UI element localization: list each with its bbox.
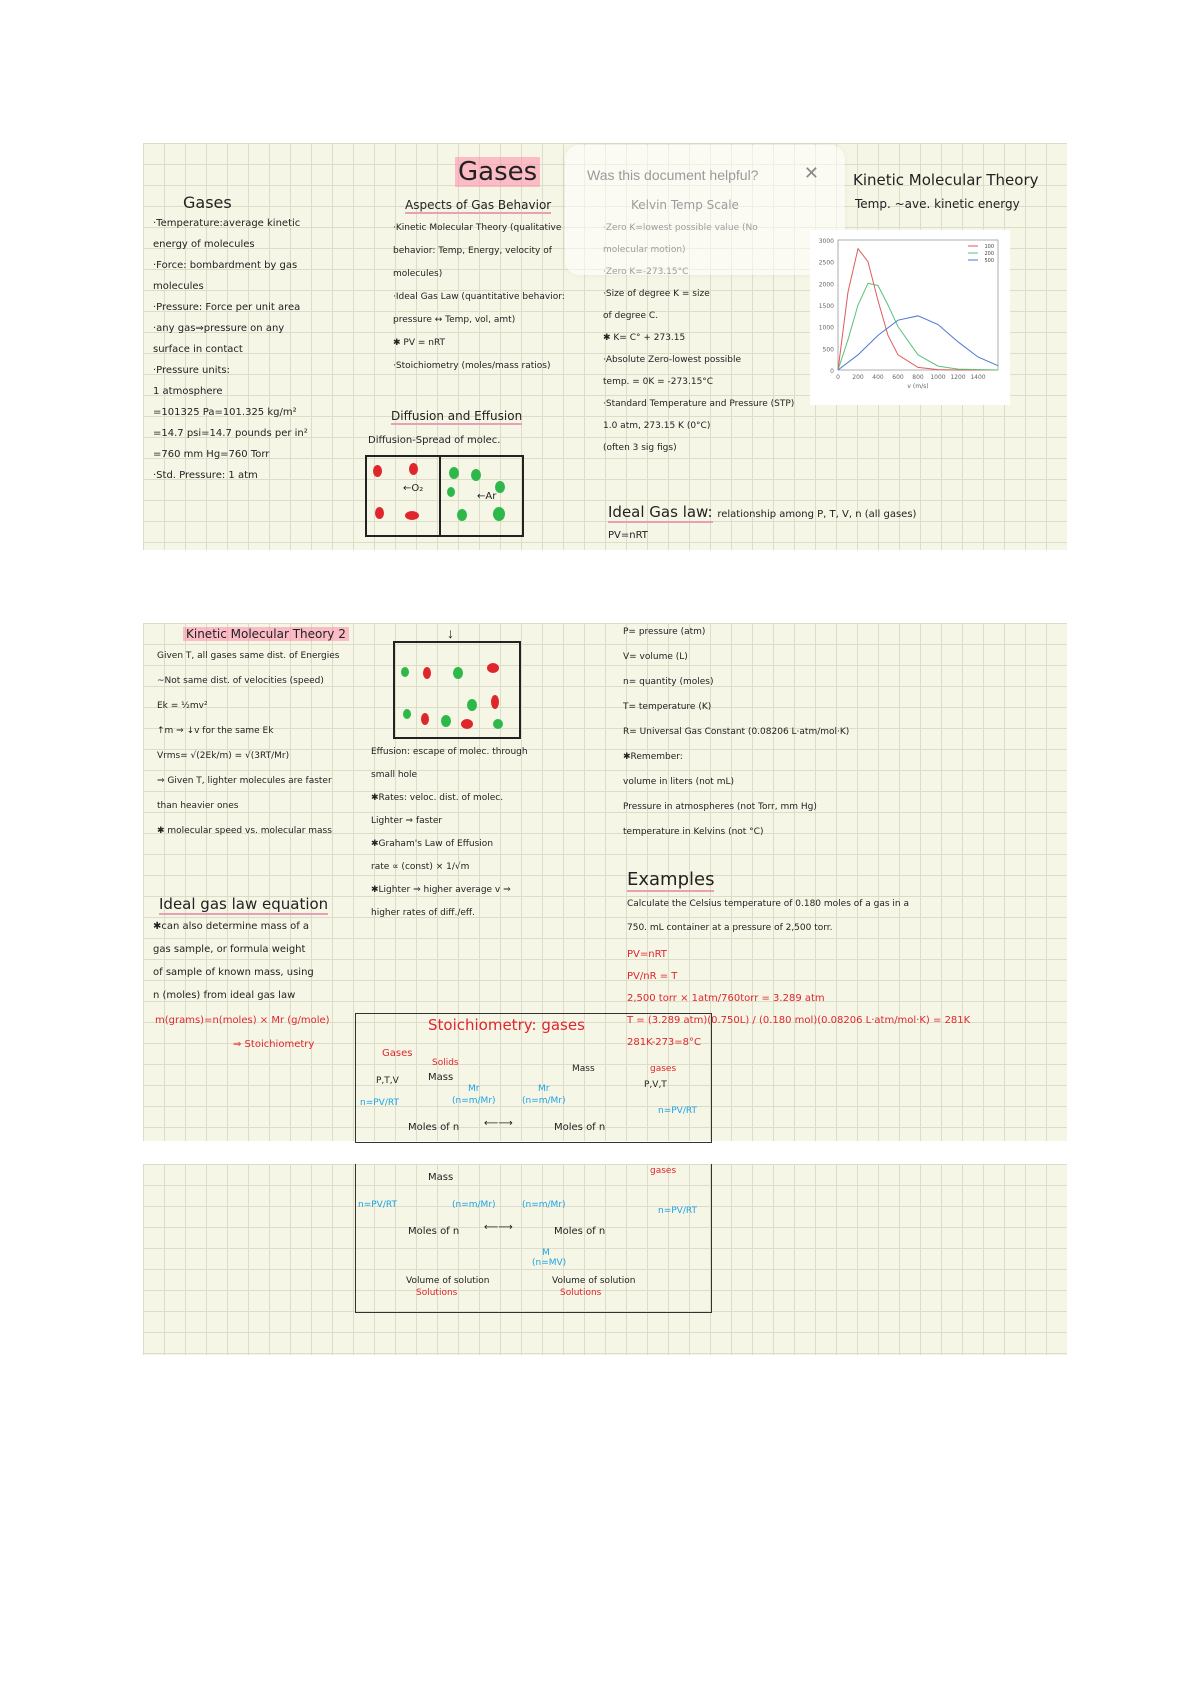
- stoich-gases-2: gases: [650, 1064, 677, 1074]
- o2-molecule: [375, 507, 384, 519]
- stoich-n-pvrt-2: n=PV/RT: [658, 1106, 697, 1116]
- note-line: ·Standard Temperature and Pressure (STP): [603, 399, 795, 409]
- note-line: n (moles) from ideal gas law: [153, 990, 296, 1001]
- note-line: ·any gas⇒pressure on any: [153, 323, 285, 334]
- note-line: PV/nR = T: [627, 971, 678, 982]
- note-line: n= quantity (moles): [623, 677, 714, 687]
- p3-gases: gases: [650, 1166, 677, 1176]
- y-tick-label: 1500: [818, 303, 834, 310]
- x-tick-label: 1200: [950, 374, 966, 381]
- aspects-heading: Aspects of Gas Behavior: [405, 198, 552, 212]
- note-line: Lighter ⇒ faster: [371, 816, 443, 826]
- stoich-mr: Mr: [468, 1084, 480, 1094]
- note-line: molecules: [153, 281, 204, 292]
- note-line: R= Universal Gas Constant (0.08206 L·atm/mol·K): [623, 727, 850, 737]
- note-line: V= volume (L): [623, 652, 688, 662]
- note-line: ·Pressure: Force per unit area: [153, 302, 301, 313]
- ar-atom: [447, 487, 455, 497]
- note-line: =14.7 psi=14.7 pounds per in²: [153, 428, 308, 439]
- note-line: 2,500 torr × 1atm/760torr = 3.289 atm: [627, 993, 825, 1004]
- p3-moles: Moles of n: [408, 1226, 460, 1237]
- p3-n-pvrt-2: n=PV/RT: [658, 1206, 697, 1216]
- mass-equation: m(grams)=n(moles) × Mr (g/mole): [155, 1015, 330, 1026]
- stoichiometry-diagram-continued: [355, 1164, 712, 1313]
- kmt-heading: Kinetic Molecular Theory: [853, 171, 1039, 189]
- legend-label: 500: [984, 258, 994, 264]
- note-line: of sample of known mass, using: [153, 967, 314, 978]
- x-axis-label: v (m/s): [907, 383, 929, 390]
- note-line: small hole: [371, 770, 418, 780]
- note-line: temp. = 0K = -273.15°C: [603, 377, 714, 387]
- speed-distribution-chart: [810, 230, 1010, 405]
- stoich-moles-2: Moles of n: [554, 1122, 606, 1133]
- note-line: ~Not same dist. of velocities (speed): [157, 676, 324, 686]
- diffusion-heading: Diffusion and Effusion: [391, 409, 523, 423]
- ideal-eq-heading: Ideal gas law equation: [159, 895, 329, 913]
- o2-molecule: [405, 511, 419, 520]
- stoichiometry-link: ⇒ Stoichiometry: [233, 1039, 315, 1050]
- series-line-100: [838, 249, 998, 370]
- o2-molecule: [421, 713, 429, 725]
- stoich-n-eq-2: (n=m/Mr): [522, 1096, 566, 1106]
- note-line: Given T, all gases same dist. of Energies: [157, 651, 340, 661]
- note-line: Effusion: escape of molec. through: [371, 747, 528, 757]
- p3-n-pvrt: n=PV/RT: [358, 1200, 397, 1210]
- series-line-200: [838, 283, 998, 370]
- kmt2-heading: Kinetic Molecular Theory 2: [183, 627, 349, 641]
- stoich-mass-2: Mass: [572, 1064, 595, 1074]
- p3-n-eq-2: (n=m/Mr): [522, 1200, 566, 1210]
- x-tick-label: 1400: [970, 374, 986, 381]
- note-line: higher rates of diff./eff.: [371, 908, 475, 918]
- o2-label: ←O₂: [403, 483, 424, 494]
- ar-atom: [457, 509, 467, 521]
- y-tick-label: 500: [822, 346, 834, 354]
- note-line: =760 mm Hg=760 Torr: [153, 449, 270, 460]
- chart-svg: [810, 230, 1010, 405]
- y-tick-label: 1000: [818, 324, 834, 332]
- stoich-ptv: P,T,V: [376, 1076, 399, 1086]
- examples-heading: Examples: [627, 869, 715, 890]
- p3-solutions-2: Solutions: [560, 1288, 602, 1298]
- ar-atom: [467, 699, 477, 711]
- note-line: ✱Rates: veloc. dist. of molec.: [371, 793, 504, 803]
- note-line: 1.0 atm, 273.15 K (0°C): [603, 421, 711, 431]
- note-line: 1 atmosphere: [153, 386, 223, 397]
- x-tick-label: 200: [852, 374, 864, 381]
- note-line: ✱ K= C° + 273.15: [603, 333, 686, 343]
- arrow: ⟵⟶: [484, 1118, 513, 1129]
- diffusion-box: [365, 455, 524, 537]
- note-line: P= pressure (atm): [623, 627, 706, 637]
- diffusion-line: Diffusion-Spread of molec.: [368, 435, 501, 446]
- kmt-subtitle: Temp. ~ave. kinetic energy: [855, 197, 1020, 211]
- ar-atom: [495, 481, 505, 493]
- ar-atom: [403, 709, 411, 719]
- legend-label: 100: [984, 244, 994, 250]
- ar-atom: [453, 667, 463, 679]
- p3-solutions-1: Solutions: [416, 1288, 458, 1298]
- p3-m-eq: (n=MV): [532, 1258, 567, 1268]
- note-line: ·Pressure units:: [153, 365, 231, 376]
- stoich-gases: Gases: [382, 1048, 413, 1059]
- note-line: 750. mL container at a pressure of 2,500 torr.: [627, 923, 833, 933]
- y-tick-label: 0: [830, 368, 834, 375]
- note-line: ✱Remember:: [623, 752, 683, 762]
- note-line: ·Size of degree K = size: [603, 289, 710, 299]
- o2-molecule: [487, 663, 499, 673]
- y-tick-label: 3000: [818, 238, 834, 245]
- note-line: ·Kinetic Molecular Theory (qualitative: [393, 223, 562, 233]
- note-line: T= temperature (K): [623, 702, 712, 712]
- ideal-gas-heading: [608, 503, 916, 521]
- note-line: PV=nRT: [627, 949, 667, 960]
- ideal-gas-title: Ideal Gas law:: [608, 503, 713, 521]
- note-line: gas sample, or formula weight: [153, 944, 306, 955]
- note-line: T = (3.289 atm)(0.750L) / (0.180 mol)(0.08206 L·atm/mol·K) = 281K: [627, 1015, 971, 1026]
- feedback-popup: [565, 145, 845, 275]
- gases-heading: Gases: [183, 193, 232, 212]
- note-line: ·Absolute Zero-lowest possible: [603, 355, 742, 365]
- note-line: volume in liters (not mL): [623, 777, 734, 787]
- ar-atom: [449, 467, 459, 479]
- stoich-title: Stoichiometry: gases: [428, 1016, 585, 1034]
- note-line: Calculate the Celsius temperature of 0.180 moles of a gas in a: [627, 899, 910, 909]
- x-tick-label: 400: [872, 374, 884, 381]
- note-line: ↑m ⇒ ↓v for the same Ek: [157, 726, 274, 736]
- stoichiometry-diagram: [355, 1013, 712, 1143]
- note-line: ✱ PV = nRT: [393, 338, 446, 348]
- p3-volume-1: Volume of solution: [406, 1276, 490, 1286]
- p3-m-label: M: [542, 1248, 550, 1258]
- ideal-gas-equation: PV=nRT: [608, 530, 648, 541]
- note-line: surface in contact: [153, 344, 243, 355]
- note-line: ✱ molecular speed vs. molecular mass: [157, 826, 332, 836]
- note-line: ·Temperature:average kinetic: [153, 218, 301, 229]
- stoich-mass: Mass: [428, 1072, 454, 1083]
- note-line: rate ∝ (const) × 1/√m: [371, 862, 470, 872]
- ar-atom: [493, 719, 503, 729]
- stoich-moles: Moles of n: [408, 1122, 460, 1133]
- note-line: ·Stoichiometry (moles/mass ratios): [393, 361, 551, 371]
- arrow: ⟵⟶: [484, 1222, 513, 1233]
- note-line: 281K-273=8°C: [627, 1037, 702, 1048]
- feedback-question: Was this document helpful?: [587, 167, 759, 183]
- stoich-mr-2: Mr: [538, 1084, 550, 1094]
- notes-page-3: [143, 1164, 1067, 1355]
- note-line: ·Ideal Gas Law (quantitative behavior:: [393, 292, 565, 302]
- ar-atom: [493, 507, 505, 521]
- o2-molecule: [373, 465, 382, 477]
- note-line: ✱can also determine mass of a: [153, 921, 310, 932]
- o2-molecule: [491, 695, 499, 709]
- note-line: molecules): [393, 269, 443, 279]
- note-line: ·Std. Pressure: 1 atm: [153, 470, 258, 481]
- p3-mass: Mass: [428, 1172, 454, 1183]
- legend-label: 200: [984, 251, 994, 257]
- o2-molecule: [461, 719, 473, 729]
- ar-atom: [441, 715, 451, 727]
- x-tick-label: 1000: [930, 374, 946, 381]
- note-line: energy of molecules: [153, 239, 255, 250]
- note-line: temperature in Kelvins (not °C): [623, 827, 764, 837]
- ar-atom: [401, 667, 409, 677]
- x-tick-label: 0: [836, 374, 840, 381]
- p3-volume-2: Volume of solution: [552, 1276, 636, 1286]
- y-tick-label: 2500: [818, 259, 834, 267]
- o2-molecule: [423, 667, 431, 679]
- note-line: ✱Lighter ⇒ higher average v ⇒: [371, 885, 511, 895]
- effusion-box: ↓: [393, 641, 521, 739]
- note-line: of degree C.: [603, 311, 659, 321]
- series-line-500: [838, 316, 998, 370]
- page-title: Gases: [455, 157, 540, 187]
- note-line: Vrms= √(2Ek/m) = √(3RT/Mr): [157, 751, 290, 761]
- note-line: ⇒ Given T, lighter molecules are faster: [157, 776, 332, 786]
- stoich-n-pvrt: n=PV/RT: [360, 1098, 399, 1108]
- note-line: ·Force: bombardment by gas: [153, 260, 298, 271]
- note-line: ✱Graham's Law of Effusion: [371, 839, 494, 849]
- ideal-gas-subtitle: relationship among P, T, V, n (all gases): [717, 509, 917, 520]
- p3-mr-eq: (n=m/Mr): [452, 1200, 496, 1210]
- p3-moles-2: Moles of n: [554, 1226, 606, 1237]
- close-icon[interactable]: ✕: [803, 163, 819, 183]
- stoich-pvt: P,V,T: [644, 1080, 667, 1090]
- note-line: Ek = ½mv²: [157, 701, 208, 711]
- note-line: =101325 Pa=101.325 kg/m²: [153, 407, 297, 418]
- o2-molecule: [409, 463, 418, 475]
- stoich-mr-eq: (n=m/Mr): [452, 1096, 496, 1106]
- x-tick-label: 600: [892, 374, 904, 381]
- note-line: pressure ↔ Temp, vol, amt): [393, 315, 516, 325]
- x-tick-label: 800: [912, 374, 924, 381]
- y-tick-label: 2000: [818, 281, 834, 289]
- note-line: behavior: Temp, Energy, velocity of: [393, 246, 552, 256]
- note-line: than heavier ones: [157, 801, 239, 811]
- note-line: Pressure in atmospheres (not Torr, mm Hg): [623, 802, 817, 812]
- note-line: (often 3 sig figs): [603, 443, 677, 453]
- stoich-solids: Solids: [432, 1058, 459, 1068]
- notes-page-2: [143, 623, 1067, 1141]
- ar-atom: [471, 469, 481, 481]
- ar-label: ←Ar: [477, 491, 497, 502]
